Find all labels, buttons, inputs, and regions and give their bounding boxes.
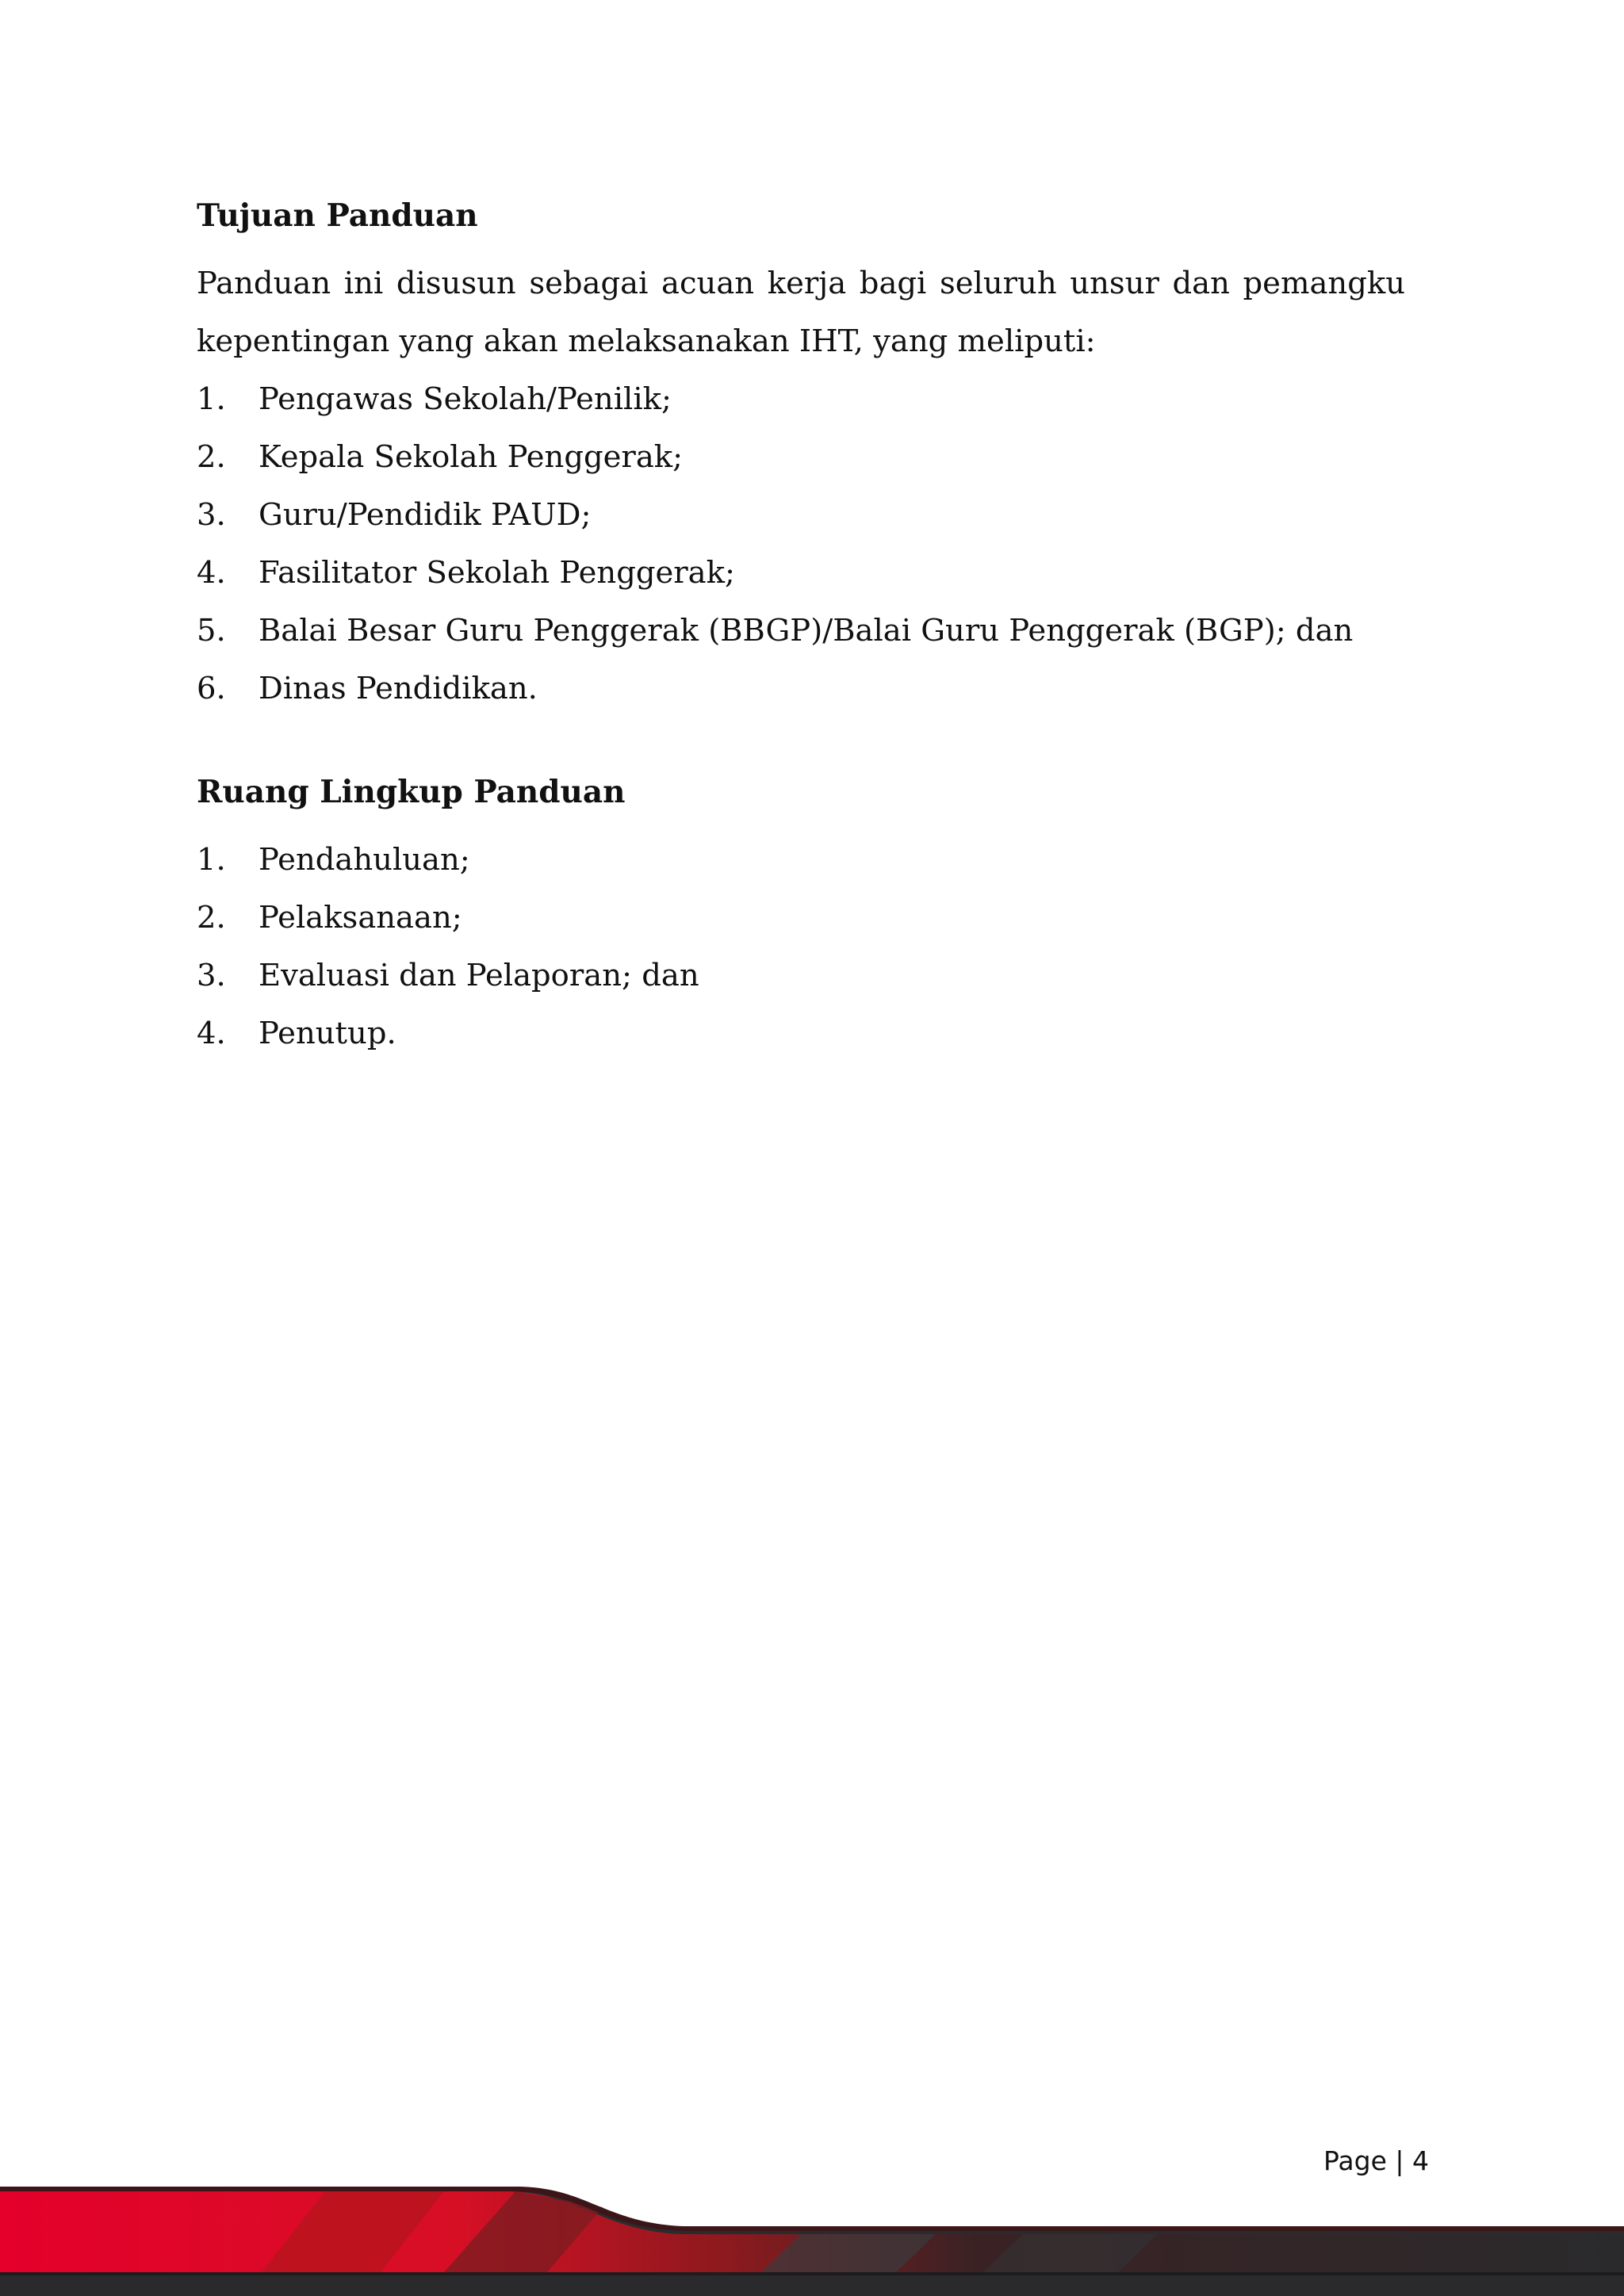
list-number: 1. bbox=[197, 842, 226, 878]
page-number: Page | 4 bbox=[1323, 2145, 1429, 2176]
list-text: Dinas Pendidikan. bbox=[259, 671, 538, 706]
stakeholder-list bbox=[197, 370, 1405, 718]
list-item bbox=[197, 486, 1405, 544]
list-text: Pendahuluan; bbox=[259, 842, 470, 878]
list-text: Kepala Sekolah Penggerak; bbox=[259, 439, 684, 475]
list-text: Guru/Pendidik PAUD; bbox=[259, 497, 592, 533]
footer-dark-base bbox=[0, 2274, 1624, 2296]
list-item bbox=[197, 428, 1405, 486]
list-item bbox=[197, 1004, 1405, 1062]
list-number: 2. bbox=[197, 900, 226, 936]
list-text: Balai Besar Guru Penggerak (BBGP)/Balai Guru Penggerak (BGP); dan bbox=[259, 613, 1354, 649]
list-item bbox=[197, 831, 1405, 889]
list-number: 4. bbox=[197, 555, 226, 591]
page-content bbox=[197, 197, 1405, 1062]
list-item bbox=[197, 370, 1405, 428]
list-item bbox=[197, 544, 1405, 602]
list-item bbox=[197, 889, 1405, 947]
list-text: Pelaksanaan; bbox=[259, 900, 462, 936]
list-number: 2. bbox=[197, 439, 226, 475]
list-text: Fasilitator Sekolah Penggerak; bbox=[259, 555, 735, 591]
list-item bbox=[197, 660, 1405, 718]
list-number: 1. bbox=[197, 381, 226, 417]
section-heading-ruang-lingkup: Ruang Lingkup Panduan bbox=[197, 774, 626, 810]
list-text: Penutup. bbox=[259, 1016, 396, 1051]
list-number: 3. bbox=[197, 497, 226, 533]
section-heading-tujuan: Tujuan Panduan bbox=[197, 197, 478, 234]
list-number: 5. bbox=[197, 613, 226, 649]
list-item bbox=[197, 602, 1405, 660]
list-text: Evaluasi dan Pelaporan; dan bbox=[259, 958, 699, 993]
footer-band bbox=[0, 2175, 1624, 2296]
list-text: Pengawas Sekolah/Penilik; bbox=[259, 381, 672, 417]
list-number: 3. bbox=[197, 958, 226, 993]
section-spacer bbox=[197, 718, 1405, 773]
list-item bbox=[197, 947, 1405, 1004]
intro-paragraph: Panduan ini disusun sebagai acuan kerja bagi seluruh unsur dan pemangku kepentingan yang akan melaksanakan IHT, yang meliputi: bbox=[197, 266, 1405, 359]
list-number: 6. bbox=[197, 671, 226, 706]
scope-list bbox=[197, 831, 1405, 1062]
footer-separator bbox=[0, 2272, 1624, 2275]
list-number: 4. bbox=[197, 1016, 226, 1051]
